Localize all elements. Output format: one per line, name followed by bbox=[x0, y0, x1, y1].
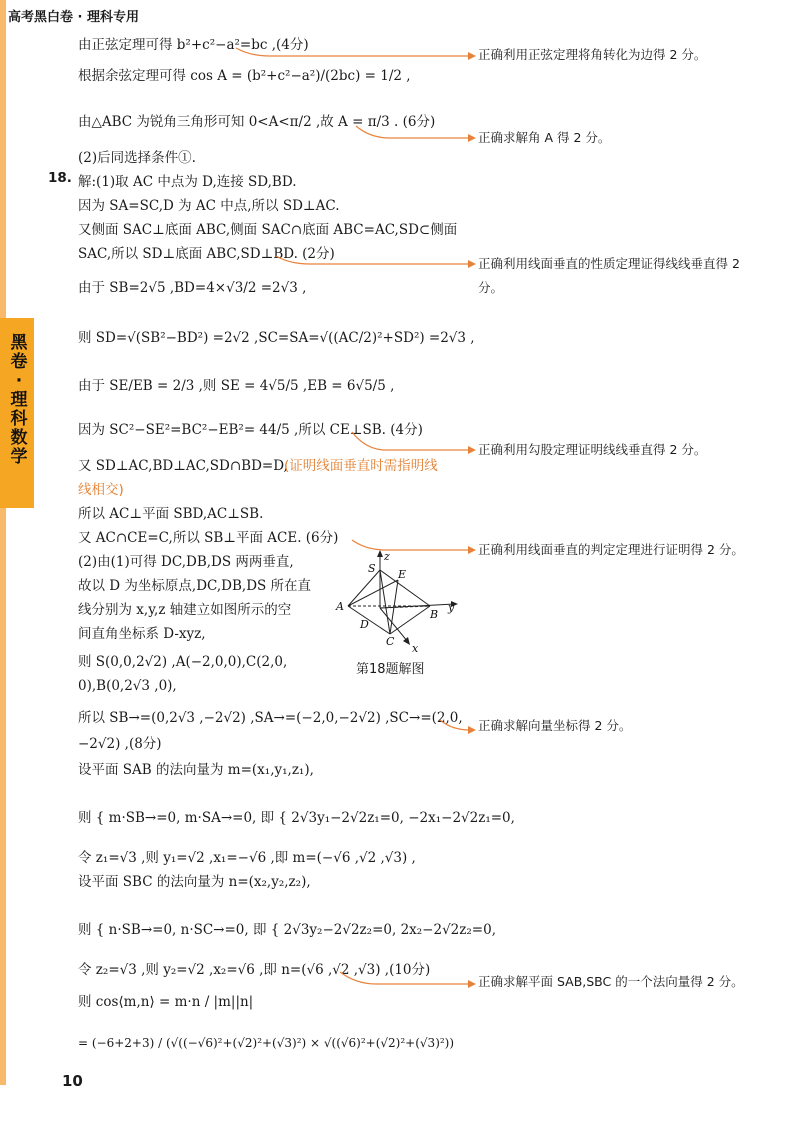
edge-SC bbox=[380, 570, 390, 634]
line-5: 解:(1)取 AC 中点为 D,连接 SD,BD. bbox=[78, 174, 297, 190]
line-10: 则 SD=√(SB²−BD²) =2√2 ,SC=SA=√((AC/2)²+SD²) =2√3 , bbox=[78, 330, 475, 346]
side-tab-label: 黑卷·理科数学 bbox=[10, 333, 28, 467]
line-0: 由正弦定理可得 b²+c²−a²=bc ,(4分) bbox=[78, 37, 309, 53]
line-25: −2√2) ,(8分) bbox=[78, 736, 162, 752]
line-3: (2)后同选择条件①. bbox=[78, 150, 196, 166]
line-21: 间直角坐标系 D-xyz, bbox=[78, 626, 206, 642]
hint-text: (证明线面垂直时需指明线 bbox=[284, 458, 438, 474]
label-z: z bbox=[384, 550, 390, 563]
line-32: 则 cos⟨m,n⟩ = m·n / |m||n| bbox=[78, 994, 254, 1010]
hint-text-cont: 线相交) bbox=[78, 482, 124, 498]
page-number: 10 bbox=[62, 1072, 83, 1090]
line-22: 则 S(0,0,2√2) ,A(−2,0,0),C(2,0, bbox=[78, 654, 288, 670]
arrowhead-0 bbox=[468, 52, 476, 60]
note-5: 正确求解向量坐标得 2 分。 bbox=[478, 718, 632, 733]
line-17: 又 AC∩CE=C,所以 SB⊥平面 ACE. (6分) bbox=[78, 530, 339, 546]
line-9: 由于 SB=2√5 ,BD=4×√3/2 =2√3 , bbox=[78, 280, 307, 296]
note-1: 正确求解角 A 得 2 分。 bbox=[478, 130, 611, 145]
edge-SA bbox=[348, 570, 380, 606]
arrowhead-3 bbox=[468, 446, 476, 454]
label-E: E bbox=[398, 568, 407, 581]
line-6: 因为 SA=SC,D 为 AC 中点,所以 SD⊥AC. bbox=[78, 198, 340, 214]
x-arrow bbox=[403, 637, 410, 645]
label-S: S bbox=[368, 562, 376, 575]
line-30: 则 { n·SB→=0, n·SC→=0, 即 { 2√3y₂−2√2z₂=0, 2x₂−2√2z₂=0, bbox=[78, 922, 496, 938]
note-2: 正确利用线面垂直的性质定理证得线线垂直得 2 分。 bbox=[478, 256, 740, 295]
label-B: B bbox=[430, 608, 439, 621]
figure-caption: 第18题解图 bbox=[356, 662, 425, 677]
arrowhead-5 bbox=[468, 726, 476, 734]
connector-3 bbox=[352, 432, 468, 450]
z-arrow bbox=[377, 550, 383, 557]
arrowhead-1 bbox=[468, 134, 476, 142]
note-3: 正确利用勾股定理证明线线垂直得 2 分。 bbox=[478, 442, 707, 457]
line-16: 所以 AC⊥平面 SBD,AC⊥SB. bbox=[78, 506, 264, 522]
line-2: 由△ABC 为锐角三角形可知 0<A<π/2 ,故 A = π/3 . (6分) bbox=[78, 114, 436, 130]
line-13: 又 SD⊥AC,BD⊥AC,SD∩BD=D, bbox=[78, 458, 288, 474]
connector-2 bbox=[276, 256, 468, 264]
note-4: 正确利用线面垂直的判定定理进行证明得 2 分。 bbox=[478, 542, 744, 557]
connector-6 bbox=[340, 972, 468, 984]
line-20: 线分别为 x,y,z 轴建立如图所示的空 bbox=[78, 602, 292, 618]
line-28: 令 z₁=√3 ,则 y₁=√2 ,x₁=−√6 ,即 m=(−√6 ,√2 ,√3) , bbox=[78, 850, 416, 866]
line-31: 令 z₂=√3 ,则 y₂=√2 ,x₂=√6 ,即 n=(√6 ,√2 ,√3) ,(10分) bbox=[78, 962, 431, 978]
label-C: C bbox=[386, 635, 395, 648]
connector-0 bbox=[236, 48, 468, 56]
arrowhead-6 bbox=[468, 980, 476, 988]
label-x: x bbox=[412, 642, 419, 655]
note-6: 正确求解平面 SAB,SBC 的一个法向量得 2 分。 bbox=[478, 974, 744, 989]
line-1: 根据余弦定理可得 cos A = (b²+c²−a²)/(2bc) = 1/2 , bbox=[78, 68, 411, 84]
edge-AC bbox=[348, 606, 390, 634]
solid-figure bbox=[330, 548, 470, 658]
label-D: D bbox=[360, 618, 369, 631]
problem-number: 18. bbox=[48, 170, 72, 186]
edge-AE bbox=[348, 580, 398, 606]
label-A: A bbox=[336, 600, 344, 613]
line-26: 设平面 SAB 的法向量为 m=(x₁,y₁,z₁), bbox=[78, 762, 314, 778]
edge-CB bbox=[390, 606, 430, 634]
arrowhead-2 bbox=[468, 260, 476, 268]
note-0: 正确利用正弦定理将角转化为边得 2 分。 bbox=[478, 47, 707, 62]
line-7: 又侧面 SAC⊥底面 ABC,侧面 SAC∩底面 ABC=AC,SD⊂侧面 bbox=[78, 222, 458, 238]
line-11: 由于 SE/EB = 2/3 ,则 SE = 4√5/5 ,EB = 6√5/5 , bbox=[78, 378, 395, 394]
connector-5 bbox=[440, 720, 470, 730]
connector-1 bbox=[356, 126, 468, 138]
line-19: 故以 D 为坐标原点,DC,DB,DS 所在直 bbox=[78, 578, 312, 594]
line-33: = (−6+2+3) / (√((−√6)²+(√2)²+(√3)²) × √((√6)²+(√2)²+(√3)²)) bbox=[78, 1036, 455, 1050]
line-24: 所以 SB→=(0,2√3 ,−2√2) ,SA→=(−2,0,−2√2) ,SC→=(2,0, bbox=[78, 710, 463, 726]
page-header: 高考黑白卷 · 理科专用 bbox=[8, 10, 139, 25]
label-y: y bbox=[448, 601, 455, 614]
line-8: SAC,所以 SD⊥底面 ABC,SD⊥BD. (2分) bbox=[78, 246, 335, 262]
line-12: 因为 SC²−SE²=BC²−EB²= 44/5 ,所以 CE⊥SB. (4分) bbox=[78, 422, 423, 438]
line-18: (2)由(1)可得 DC,DB,DS 两两垂直, bbox=[78, 554, 294, 570]
line-29: 设平面 SBC 的法向量为 n=(x₂,y₂,z₂), bbox=[78, 874, 311, 890]
line-23: 0),B(0,2√3 ,0), bbox=[78, 678, 177, 694]
line-27: 则 { m·SB→=0, m·SA→=0, 即 { 2√3y₁−2√2z₁=0, −2x₁−2√2z₁=0, bbox=[78, 810, 515, 826]
